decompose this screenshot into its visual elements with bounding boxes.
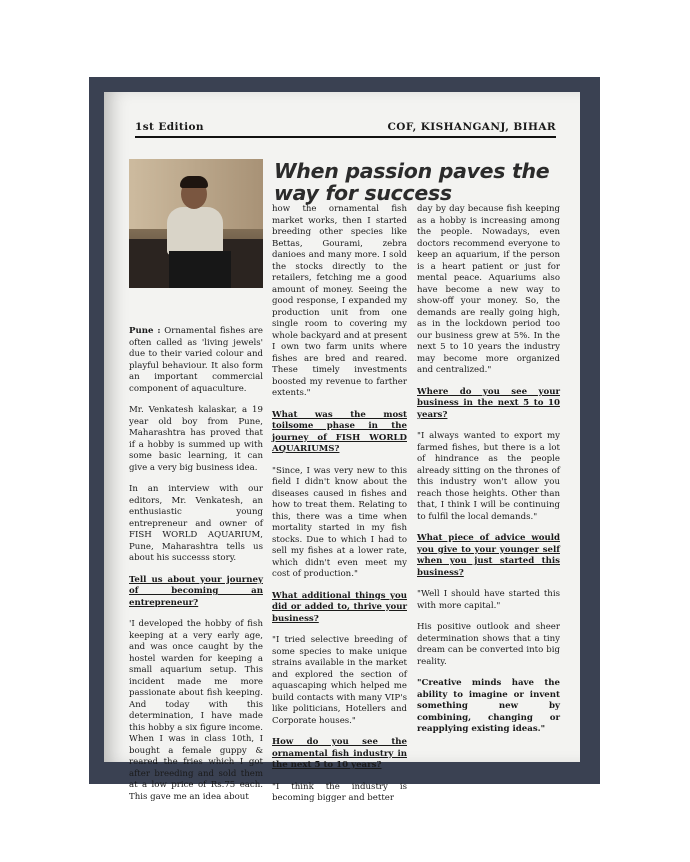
interview-question: How do you see the ornamental fish industry in the next 5 to 10 years? bbox=[272, 737, 407, 770]
newspaper-page bbox=[104, 92, 580, 803]
article-headline: When passion paves the way for success bbox=[274, 159, 550, 205]
interview-answer: "Well I should have started this with more capital." bbox=[417, 589, 560, 611]
portrait-photo bbox=[129, 159, 263, 288]
interview-question: Where do you see your business in the next 5 to 10 years? bbox=[417, 386, 560, 420]
masthead-rule bbox=[135, 136, 556, 138]
paragraph: Mr. Venkatesh kalaskar, a 19 year old boy from Pune, Maharashtra has proved that if a hobby is summed up with some basic learning, it can give a very big business idea. bbox=[129, 405, 263, 473]
interview-question: What was the most toilsome phase in the journey of FISH WORLD AQUARIUMS? bbox=[272, 409, 407, 454]
closing-paragraph: His positive outlook and sheer determination shows that a tiny dream can be converted into big reality. bbox=[417, 622, 560, 667]
masthead bbox=[135, 118, 556, 136]
interview-answer: "I always wanted to export my farmed fishes, but there is a lot of hindrance as the people already sitting on the thrones of this industry won't allow you reach those heights. Other than that, I think I will be continuing to fulfil the local demands." bbox=[417, 431, 560, 522]
interview-answer: "I think the industry is becoming bigger and better bbox=[272, 781, 407, 803]
edition-label: 1st Edition bbox=[135, 121, 204, 133]
interview-answer: 'I developed the hobby of fish keeping at a very early age, and was once caught by the hostel warden for keeping a small aquarium setup. This incident made me more passionate about fish keeping. And today with this determination, I have made this hobby a six figure income. When I was in class 10th, I bought a female guppy & reared the fries which I got after breeding and sold them at a low price of Rs.75 each. This gave me an idea about bbox=[129, 619, 263, 802]
dateline: Pune : bbox=[129, 326, 161, 336]
column-3 bbox=[417, 204, 560, 746]
intro-paragraph bbox=[129, 326, 263, 395]
paragraph: In an interview with our editors, Mr. Venkatesh, an enthusiastic young entrepreneur and owner of FISH WORLD AQUARIUM, Pune, Maharashtra tells us about his successs story. bbox=[129, 484, 263, 563]
intro-text: Ornamental fishes are often called as 'living jewels' due to their varied colour and playful behaviour. It also form an important commercial component of aquaculture. bbox=[129, 326, 263, 394]
interview-question: What additional things you did or added to, thrive your business? bbox=[272, 590, 407, 624]
location-label: COF, KISHANGANJ, BIHAR bbox=[387, 121, 556, 133]
photo-pants bbox=[169, 251, 231, 288]
photo-hair bbox=[180, 176, 208, 188]
interview-answer: "Since, I was very new to this field I didn't know about the diseases caused in fishes and how to treat them. Relating to this, there was a time when mortality started in my fish stocks. Due to which I had to sell my fishes at a lower rate, which didn't even meet my cost of production." bbox=[272, 465, 407, 579]
column-1 bbox=[129, 326, 263, 813]
interview-question: Tell us about your journey of becoming an entrepreneur? bbox=[129, 574, 263, 608]
interview-answer: day by day because fish keeping as a hobby is increasing among the people. Nowadays, even doctors recommend everyone to keep an aquarium, if the person is a heart patient or just for mental peace. Aquariums also have become a new way to show-off your money. So, the demands are really going high, as in the lockdown period too our business grew at 5%. In the next 5 to 10 years the industry may become more organized and centralized." bbox=[417, 204, 560, 375]
interview-answer: "I tried selective breeding of some species to make unique strains available in the market and explored the section of aquascaping which helped me build contacts with many VIP's like politicians, Hotellers and Corporate houses." bbox=[272, 635, 407, 726]
interview-question: What piece of advice would you give to your younger self when you just started this business? bbox=[417, 533, 560, 578]
photo-shirt bbox=[167, 207, 223, 255]
interview-answer: how the ornamental fish market works, then I started breeding other species like Bettas, Gourami, zebra danioes and many more. I sold the stocks directly to the retailers, fetching me a good amount of money. Seeing the good response, I expanded my production unit from one single room to covering my whole backyard and at present I own two farm units where fishes are bred and reared. These timely investments boosted my revenue to farther extents." bbox=[272, 204, 407, 398]
column-2 bbox=[272, 204, 407, 815]
pull-quote: "Creative minds have the ability to imagine or invent something new by combining, changing or reapplying existing ideas." bbox=[417, 678, 560, 734]
